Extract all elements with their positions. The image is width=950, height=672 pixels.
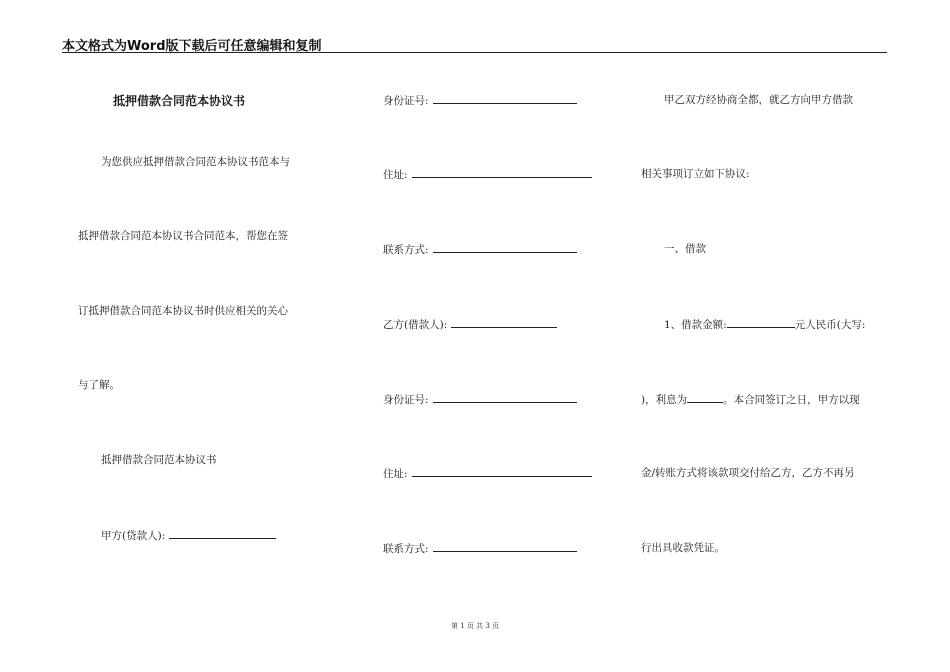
loan-amount-label: 1、借款金额:	[664, 319, 727, 331]
party-b-contact-line	[383, 541, 577, 556]
interest-suffix: 。本合同签订之日，甲方以现	[723, 394, 860, 406]
page-number: 第 1 页 共 3 页	[450, 622, 500, 630]
party-b-contact-blank	[433, 541, 577, 552]
party-a-id-label: 身份证号:	[383, 95, 429, 107]
loan-amount-blank	[727, 317, 795, 328]
agreement-line-6: 金/转账方式将该款项交付给乙方，乙方不再另	[641, 467, 855, 479]
party-b-line	[383, 317, 557, 332]
agreement-line-1: 甲乙双方经协商全都，就乙方向甲方借款	[664, 94, 853, 106]
party-a-address-label: 住址:	[383, 169, 408, 181]
document-title: 抵押借款合同范本协议书	[113, 94, 246, 108]
party-a-line	[101, 528, 276, 543]
intro-line-4: 与了解。	[78, 379, 120, 391]
party-b-address-label: 住址:	[383, 468, 408, 480]
party-a-address-line	[383, 167, 592, 182]
intro-line-2: 抵押借款合同范本协议书合同范本，帮您在签	[78, 230, 288, 242]
party-a-blank	[169, 528, 276, 539]
party-a-id-blank	[433, 93, 577, 104]
party-b-id-label: 身份证号:	[383, 394, 429, 406]
agreement-line-7: 行出具收款凭证。	[641, 542, 725, 554]
party-b-id-blank	[433, 392, 577, 403]
party-a-address-blank	[412, 167, 592, 178]
party-b-blank	[451, 317, 557, 328]
party-b-id-line	[383, 392, 577, 407]
interest-blank	[687, 392, 723, 403]
party-a-contact-blank	[433, 242, 577, 253]
party-a-label: 甲方(贷款人):	[101, 530, 166, 542]
interest-line	[641, 392, 860, 407]
interest-label: )，利息为	[641, 394, 688, 406]
party-b-contact-label: 联系方式:	[383, 543, 429, 555]
intro-line-1: 为您供应抵押借款合同范本协议书范本与	[101, 156, 290, 168]
document-header-title: 本文格式为Word版下载后可任意编辑和复制	[62, 39, 322, 54]
party-a-contact-line	[383, 242, 577, 257]
section-loan-heading: 一、借款	[664, 243, 706, 255]
party-a-id-line	[383, 93, 577, 108]
loan-amount-suffix: 元人民币(大写:	[794, 319, 866, 331]
loan-amount-line	[664, 317, 865, 332]
agreement-line-2: 相关事项订立如下协议:	[641, 168, 750, 180]
intro-line-3: 订抵押借款合同范本协议书时供应相关的关心	[78, 305, 288, 317]
section-subtitle: 抵押借款合同范本协议书	[101, 454, 217, 466]
party-b-label: 乙方(借款人):	[383, 319, 448, 331]
party-b-address-blank	[412, 466, 592, 477]
party-a-contact-label: 联系方式:	[383, 244, 429, 256]
party-b-address-line	[383, 466, 592, 481]
header-divider	[62, 52, 887, 53]
